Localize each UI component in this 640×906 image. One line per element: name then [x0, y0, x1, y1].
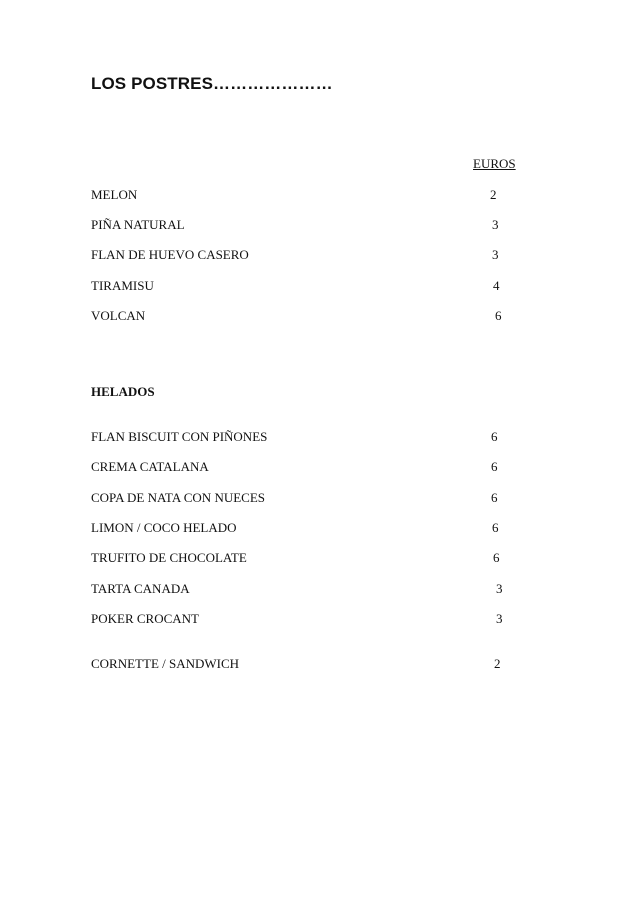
item-price: 4: [493, 278, 500, 293]
menu-item: [0, 581, 640, 599]
item-price: 2: [494, 656, 501, 671]
price-column-header: EUROS: [473, 156, 516, 171]
item-name: COPA DE NATA CON NUECES: [91, 490, 266, 505]
menu-item: [0, 308, 640, 326]
item-name: TRUFITO DE CHOCOLATE: [91, 550, 247, 565]
section-heading-helados: HELADOS: [91, 384, 155, 399]
item-price: 6: [491, 429, 498, 444]
item-price: 6: [492, 520, 499, 535]
menu-item: [0, 611, 640, 629]
menu-item: [0, 550, 640, 568]
item-price: 2: [490, 187, 497, 202]
item-price: 6: [495, 308, 502, 323]
item-name: VOLCAN: [91, 308, 146, 323]
item-name: CREMA CATALANA: [91, 459, 209, 474]
item-price: 3: [496, 611, 503, 626]
menu-item: [0, 278, 640, 296]
item-name: TARTA CANADA: [91, 581, 190, 596]
page-title: LOS POSTRES…………………: [91, 74, 333, 93]
menu-item: [0, 520, 640, 538]
item-name: TIRAMISU: [91, 278, 154, 293]
item-name: PIÑA NATURAL: [91, 217, 185, 232]
menu-item: [0, 247, 640, 265]
item-name: FLAN DE HUEVO CASERO: [91, 247, 249, 262]
menu-item: [0, 656, 640, 674]
menu-item: [0, 459, 640, 477]
item-price: 6: [491, 459, 498, 474]
item-price: 6: [493, 550, 500, 565]
item-price: 6: [491, 490, 498, 505]
item-name: CORNETTE / SANDWICH: [91, 656, 240, 671]
item-name: FLAN BISCUIT CON PIÑONES: [91, 429, 268, 444]
menu-item: [0, 490, 640, 508]
item-price: 3: [492, 247, 499, 262]
menu-item: [0, 217, 640, 235]
item-name: LIMON / COCO HELADO: [91, 520, 237, 535]
item-price: 3: [496, 581, 503, 596]
item-price: 3: [492, 217, 499, 232]
menu-item: [0, 429, 640, 447]
item-name: POKER CROCANT: [91, 611, 199, 626]
menu-item: [0, 187, 640, 205]
item-name: MELON: [91, 187, 138, 202]
